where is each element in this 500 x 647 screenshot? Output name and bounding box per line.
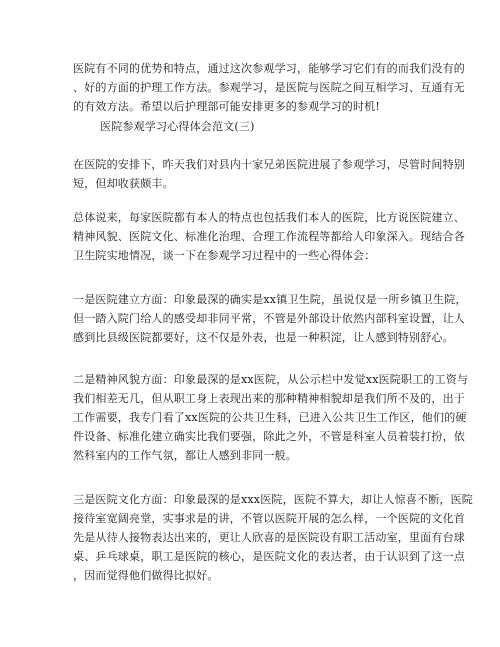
text-line: 桌、乒乓球桌，职工是医院的核心，是医院文化的表达者，由于认识到了这一点 <box>73 550 465 563</box>
text-line: 然科室内的工作气氛，都让人感到非同一般。 <box>73 449 297 462</box>
text-line: 卫生院实地情况，谈一下在参观学习过程中的一些心得体会： <box>73 249 376 262</box>
paragraph-intro <box>73 59 465 116</box>
text-line: 、好的方面的护理工作方法。参观学习，是医院与医院之间互相学习、互通有无 <box>73 81 465 94</box>
text-line: 二是精神风貌方面：印象最深的是xx医院，从公示栏中发觉xx医院职工的工资与 <box>73 373 469 386</box>
text-line: 的有效方法。希望以后护理部可能安排更多的参观学习的时机! <box>73 100 381 113</box>
text-line: 件设备、标准化建立确实比我们要强，除此之外，不管是科室人员着装打扮，依 <box>73 430 465 443</box>
text-line: 一是医院建立方面：印象最深的确实是xx镇卫生院，虽说仅是一所乡镇卫生院， <box>73 293 467 306</box>
text-line: 三是医院文化方面：印象最深的是xxx医院，医院不算大，却让人惊喜不断，医院 <box>73 493 474 506</box>
text-line: 我们相差无几，但从职工身上表现出来的那种精神相貌却是我们所不及的，出于 <box>73 392 465 405</box>
text-line: 先是从待人接物表达出来的，更让人欣喜的是医院设有职工活动室，里面有台球 <box>73 531 465 544</box>
text-line: 在医院的安排下，昨天我们对县内十家兄弟医院进展了参观学习，尽管时间特别 <box>73 158 465 171</box>
paragraph-construction <box>73 290 467 347</box>
text-line: 精神风貌、医院文化、标准化治理、合理工作流程等都给人印象深入。现结合各 <box>73 230 465 243</box>
text-line: 接待室宽阔亮堂，实事求是的讲，不管以医院开展的怎么样，一个医院的文化首 <box>73 512 465 525</box>
text-line: 工作需要，我专门看了xx医院的公共卫生科，已进入公共卫生工作区，他们的硬 <box>73 411 467 424</box>
text-line: 总体说来，每家医院都有本人的特点也包括我们本人的医院，比方说医院建立、 <box>73 211 465 224</box>
paragraph-arrangement <box>73 155 465 193</box>
text-line: 感到比县级医院都要好，这不仅是外表，也是一种积淀，让人感到特别舒心。 <box>73 331 454 344</box>
text-line: ，因而觉得他们做得比拟好。 <box>73 569 219 582</box>
text-line: 医院有不同的优势和特点，通过这次参观学习，能够学习它们有的而我们没有的 <box>73 62 465 75</box>
paragraph-overview <box>73 208 465 265</box>
text-line: 但一踏入院门给人的感受却非同平常，不管是外部设计依然内部科室设置，让人 <box>73 312 465 325</box>
paragraph-culture <box>73 490 474 585</box>
paragraph-spirit <box>73 370 469 465</box>
section-title: 医院参观学习心得体会范文(三) <box>100 120 255 133</box>
text-line: 短，但却收获颇丰。 <box>73 177 174 190</box>
